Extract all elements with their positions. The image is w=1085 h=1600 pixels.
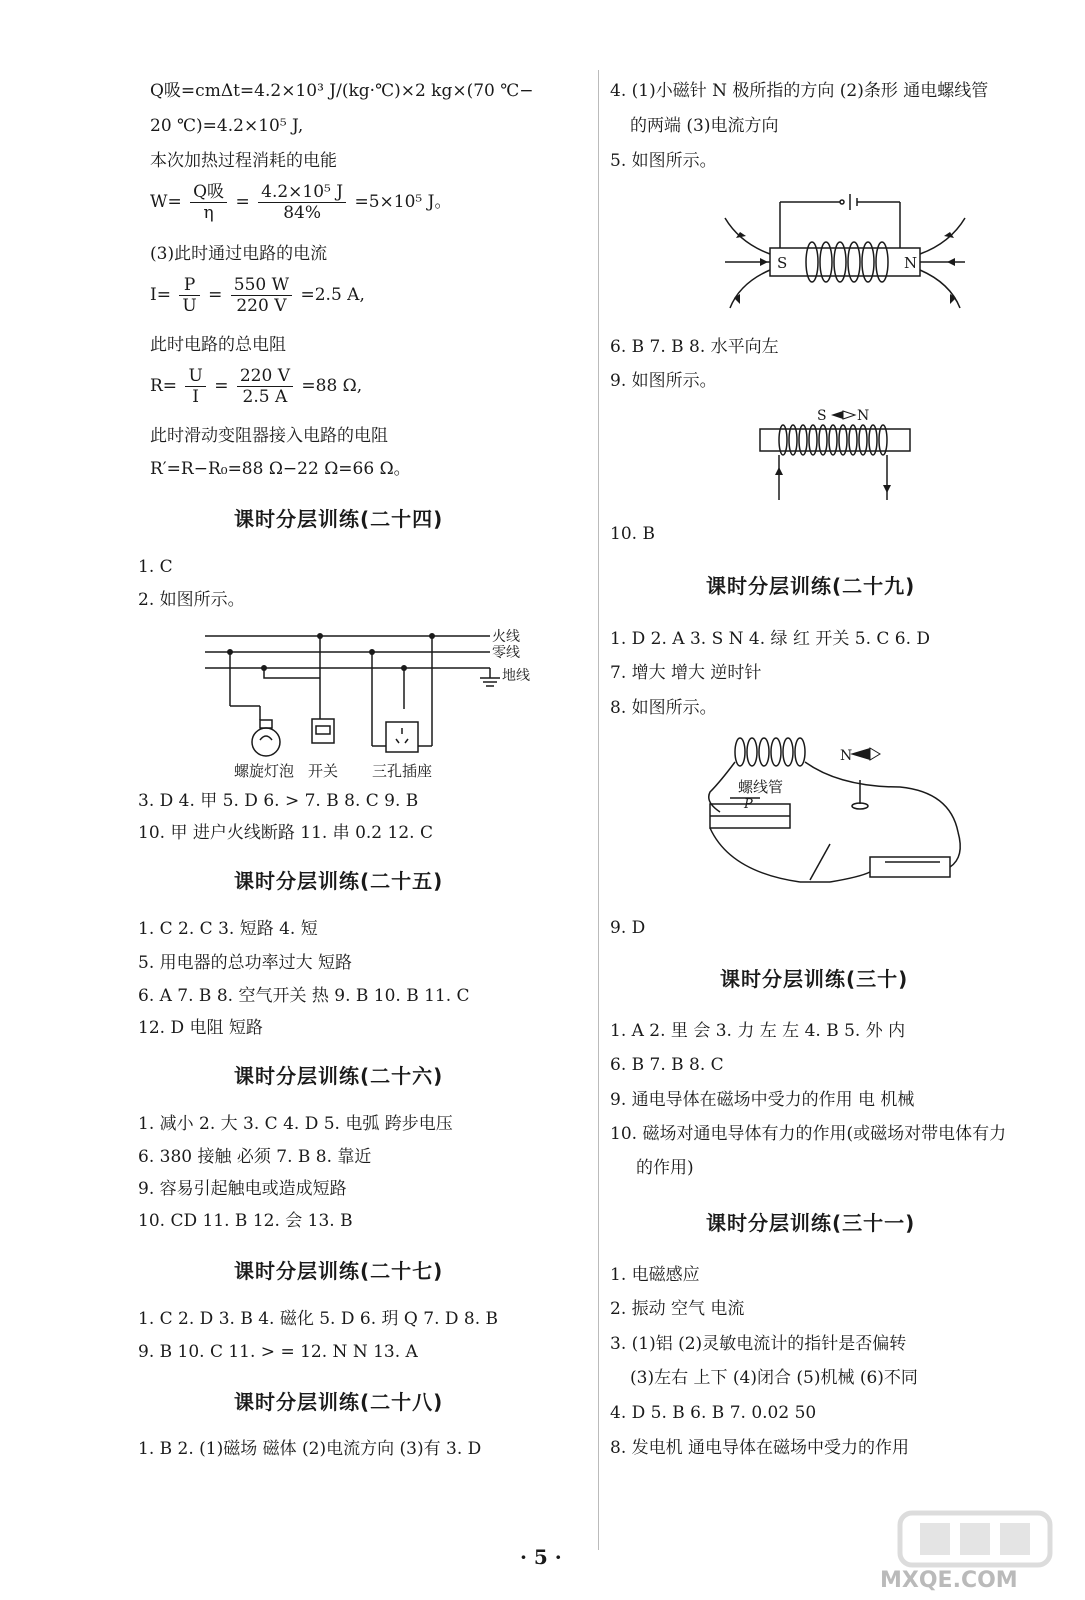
section-title-31: 课时分层训练(三十一)	[706, 1211, 916, 1235]
label-fire-wire: 火线	[492, 629, 520, 645]
solenoid-circuit-diagram	[700, 732, 980, 892]
fraction-denominator: 220 V	[236, 296, 287, 316]
fraction-numerator: U	[185, 366, 205, 387]
solenoid-field-diagram	[720, 188, 970, 318]
formula-w-result: =5×10⁵ J。	[354, 192, 452, 212]
compass-s-label: S	[817, 408, 827, 424]
section-title-24: 课时分层训练(二十四)	[234, 507, 444, 531]
answer-line: 的作用)	[636, 1158, 694, 1178]
fraction	[179, 275, 199, 316]
label-bulb: 螺旋灯泡	[234, 762, 295, 780]
formula-i	[150, 275, 365, 316]
formula-r-result: =88 Ω,	[301, 376, 363, 396]
answer-line: 1. C 2. C 3. 短路 4. 短	[138, 919, 318, 939]
section-title-28: 课时分层训练(二十八)	[234, 1390, 444, 1414]
answer-line: 3. (1)铝 (2)灵敏电流计的指针是否偏转	[610, 1334, 907, 1354]
formula-r-lhs: R=	[150, 376, 178, 396]
calc-line-5: (3)此时通过电路的电流	[150, 244, 328, 264]
equals-sign: =	[235, 192, 250, 212]
formula-w-lhs: W=	[150, 192, 182, 212]
formula-i-result: =2.5 A,	[300, 285, 365, 305]
fraction-denominator: 2.5 A	[242, 387, 288, 407]
section-title-26: 课时分层训练(二十六)	[234, 1064, 444, 1088]
page-number: · 5 ·	[520, 1545, 562, 1569]
rheostat-p-label: P	[744, 797, 753, 812]
fraction-numerator: Q吸	[190, 182, 227, 203]
answer-line: 1. C	[138, 557, 173, 577]
formula-i-lhs: I=	[150, 285, 171, 305]
answer-line: 1. 减小 2. 大 3. C 4. D 5. 电弧 跨步电压	[138, 1114, 453, 1134]
answer-line: 6. A 7. B 8. 空气开关 热 9. B 10. B 11. C	[138, 986, 470, 1006]
answer-line: 12. D 电阻 短路	[138, 1018, 263, 1038]
equals-sign: =	[214, 376, 229, 396]
answer-line: 2. 振动 空气 电流	[610, 1299, 745, 1319]
answer-line: 2. 如图所示。	[138, 590, 245, 610]
equals-sign: =	[208, 285, 223, 305]
answer-line: 1. D 2. A 3. S N 4. 绿 红 开关 5. C 6. D	[610, 629, 931, 649]
answer-line: 1. 电磁感应	[610, 1265, 700, 1285]
answer-line: 4. D 5. B 6. B 7. 0.02 50	[610, 1403, 817, 1423]
calc-line-1: Q吸=cmΔt=4.2×10³ J/(kg·℃)×2 kg×(70 ℃−	[150, 81, 534, 101]
calc-line-2: 20 ℃)=4.2×10⁵ J,	[150, 116, 304, 136]
answer-line: 10. CD 11. B 12. 会 13. B	[138, 1211, 353, 1231]
solenoid-label: 螺线管	[738, 778, 784, 796]
answer-line: 6. B 7. B 8. C	[610, 1055, 724, 1075]
answer-line: 1. B 2. (1)磁场 磁体 (2)电流方向 (3)有 3. D	[138, 1439, 482, 1459]
label-socket: 三孔插座	[372, 762, 433, 780]
answer-line: 的两端 (3)电流方向	[630, 116, 779, 136]
fraction-denominator: η	[203, 203, 214, 223]
compass-n-label: N	[857, 408, 870, 424]
section-title-30: 课时分层训练(三十)	[720, 967, 909, 991]
formula-r	[150, 366, 362, 407]
answer-line: 8. 如图所示。	[610, 698, 717, 718]
answer-line: 10. B	[610, 524, 655, 544]
answer-line: 9. 如图所示。	[610, 371, 717, 391]
answer-line: 9. 通电导体在磁场中受力的作用 电 机械	[610, 1090, 915, 1110]
fraction	[231, 275, 292, 316]
answer-line: 9. D	[610, 918, 646, 938]
answer-line: 9. B 10. C 11. > = 12. N N 13. A	[138, 1342, 418, 1362]
fraction	[237, 366, 293, 407]
fraction-denominator: U	[182, 296, 197, 316]
answer-line: 1. C 2. D 3. B 4. 磁化 5. D 6. 玥 Q 7. D 8. B	[138, 1309, 499, 1329]
fraction-numerator: 220 V	[237, 366, 293, 387]
household-circuit-diagram	[200, 624, 580, 784]
section-title-25: 课时分层训练(二十五)	[234, 869, 444, 893]
answer-line: 6. B 7. B 8. 水平向左	[610, 337, 779, 357]
fraction-numerator: 550 W	[231, 275, 292, 296]
answer-line: 6. 380 接触 必须 7. B 8. 靠近	[138, 1147, 372, 1167]
formula-w	[150, 182, 451, 223]
answer-line: 5. 如图所示。	[610, 151, 717, 171]
answer-line: 8. 发电机 通电导体在磁场中受力的作用	[610, 1438, 910, 1458]
fraction	[190, 182, 227, 223]
answer-line: 10. 磁场对通电导体有力的作用(或磁场对带电体有力	[610, 1124, 1007, 1144]
label-switch: 开关	[308, 762, 339, 780]
answer-line: 3. D 4. 甲 5. D 6. > 7. B 8. C 9. B	[138, 791, 419, 811]
calc-line-7: 此时电路的总电阻	[150, 335, 286, 355]
compass-n-label: N	[840, 748, 853, 764]
answer-line: 9. 容易引起触电或造成短路	[138, 1179, 347, 1199]
answer-line: 10. 甲 进户火线断路 11. 串 0.2 12. C	[138, 823, 433, 843]
answer-line: 5. 用电器的总功率过大 短路	[138, 953, 353, 973]
solenoid-compass-diagram	[755, 405, 925, 505]
label-ground-wire: 地线	[502, 668, 530, 684]
answer-line: 7. 增大 增大 逆时针	[610, 663, 762, 683]
answer-line: 4. (1)小磁针 N 极所指的方向 (2)条形 通电螺线管	[610, 81, 989, 101]
fraction-denominator: 84%	[283, 203, 321, 223]
fraction-numerator: P	[179, 275, 199, 296]
fraction	[258, 182, 346, 223]
calc-line-3: 本次加热过程消耗的电能	[150, 151, 337, 171]
calc-line-10: R′=R−R₀=88 Ω−22 Ω=66 Ω。	[150, 459, 411, 479]
section-title-27: 课时分层训练(二十七)	[234, 1259, 444, 1283]
column-divider	[598, 70, 599, 1550]
pole-s-label: S	[777, 254, 788, 272]
fraction-denominator: I	[192, 387, 199, 407]
section-title-29: 课时分层训练(二十九)	[706, 574, 916, 598]
label-zero-wire: 零线	[492, 645, 520, 661]
answer-line: 1. A 2. 里 会 3. 力 左 左 4. B 5. 外 内	[610, 1021, 906, 1041]
calc-line-9: 此时滑动变阻器接入电路的电阻	[150, 426, 388, 446]
fraction	[185, 366, 205, 407]
watermark-text: MXQE.COM	[880, 1568, 1018, 1593]
answer-line: (3)左右 上下 (4)闭合 (5)机械 (6)不同	[630, 1368, 918, 1388]
pole-n-label: N	[904, 254, 918, 272]
fraction-numerator: 4.2×10⁵ J	[258, 182, 346, 203]
